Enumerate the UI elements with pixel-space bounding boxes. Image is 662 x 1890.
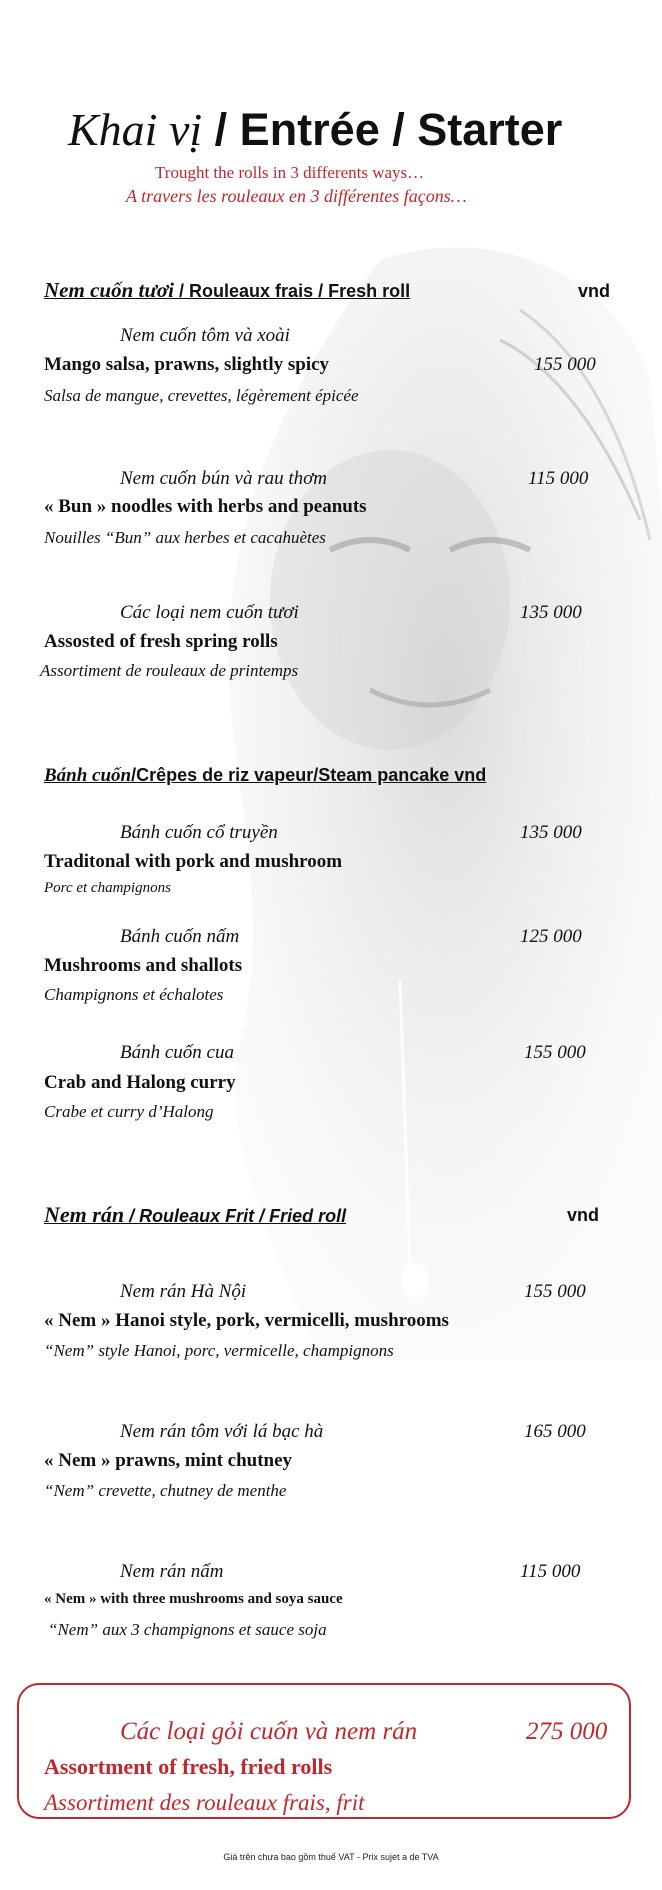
item-en-name: Crab and Halong curry — [44, 1072, 236, 1093]
item-vn-name: Nem rán tôm với lá bạc hà — [120, 1421, 324, 1442]
title-rest: / Entrée / Starter — [202, 104, 563, 155]
item-price: 155 000 — [534, 354, 596, 375]
section-heading-steam-pancake — [44, 765, 486, 787]
item-en-name: Traditonal with pork and mushroom — [44, 851, 343, 872]
section-heading-fried-roll — [44, 1202, 346, 1228]
assortment-fr-name: Assortiment des rouleaux frais, frit — [44, 1790, 365, 1815]
item-fr-name: Crabe et curry d’Halong — [44, 1102, 214, 1121]
item-en-name: « Nem » with three mushrooms and soya sauce — [44, 1591, 343, 1607]
item-fr-name: “Nem” aux 3 champignons et sauce soja — [48, 1620, 327, 1639]
item-en-name: Assosted of fresh spring rolls — [44, 631, 278, 652]
item-price: 125 000 — [520, 926, 582, 947]
assortment-en-name: Assortment of fresh, fried rolls — [44, 1754, 333, 1779]
item-vn-name: Bánh cuốn cua — [120, 1042, 234, 1063]
section-unit: vnd — [567, 1205, 600, 1225]
item-en-name: Mango salsa, prawns, slightly spicy — [44, 354, 330, 375]
section-heading-rest: / Rouleaux Frit / Fried roll — [124, 1206, 347, 1226]
item-en-name: « Nem » Hanoi style, pork, vermicelli, mushrooms — [44, 1310, 449, 1331]
section-heading-rest: /Crêpes de riz vapeur/Steam pancake — [131, 765, 450, 785]
item-fr-name: Nouilles “Bun” aux herbes et cacahuètes — [44, 528, 326, 547]
section-heading-vn: Nem cuốn tươi — [44, 278, 175, 302]
section-heading-vn: Nem rán — [44, 1202, 125, 1227]
title-vn: Khai vị — [68, 104, 203, 155]
item-fr-name: Assortiment de rouleaux de printemps — [40, 661, 299, 680]
section-heading-vn: Bánh cuốn — [44, 765, 132, 786]
item-vn-name: Các loại nem cuốn tươi — [120, 602, 299, 623]
item-en-name: « Bun » noodles with herbs and peanuts — [44, 496, 367, 517]
section-unit: vnd — [578, 281, 611, 301]
item-vn-name: Nem cuốn bún và rau thơm — [120, 468, 327, 489]
item-fr-name: Porc et champignons — [44, 880, 171, 896]
assortment-price: 275 000 — [526, 1718, 608, 1745]
item-fr-name: “Nem” style Hanoi, porc, vermicelle, champignons — [44, 1341, 394, 1360]
item-fr-name: Champignons et échalotes — [44, 985, 224, 1004]
item-vn-name: Nem rán Hà Nội — [120, 1281, 247, 1302]
item-price: 115 000 — [520, 1561, 581, 1582]
item-fr-name: Salsa de mangue, crevettes, légèrement épicée — [44, 386, 359, 405]
section-heading-rest: / Rouleaux frais / Fresh roll — [174, 281, 411, 301]
item-vn-name: Bánh cuốn nấm — [120, 926, 240, 947]
item-price: 155 000 — [524, 1281, 586, 1302]
item-vn-name: Nem rán nấm — [120, 1561, 224, 1582]
item-vn-name: Bánh cuốn cổ truyền — [120, 822, 278, 843]
item-price: 135 000 — [520, 822, 582, 843]
section-unit: vnd — [454, 765, 487, 785]
subtitle-fr: A travers les rouleaux en 3 différentes façons… — [126, 186, 467, 206]
section-heading-fresh-roll — [44, 278, 410, 303]
item-price: 155 000 — [524, 1042, 586, 1063]
item-price: 135 000 — [520, 602, 582, 623]
item-en-name: « Nem » prawns, mint chutney — [44, 1450, 293, 1471]
assortment-vn-name: Các loại gỏi cuốn và nem rán — [120, 1718, 418, 1745]
item-en-name: Mushrooms and shallots — [44, 955, 243, 976]
item-price: 165 000 — [524, 1421, 586, 1442]
subtitle-en: Trought the rolls in 3 differents ways… — [155, 163, 425, 182]
item-vn-name: Nem cuốn tôm và xoài — [120, 325, 290, 346]
footer-vat-note: Giá trên chưa bao gồm thuế VAT - Prix sujet a de TVA — [223, 1852, 439, 1862]
page-title — [68, 102, 562, 158]
item-fr-name: “Nem” crevette, chutney de menthe — [44, 1481, 287, 1500]
item-price: 115 000 — [528, 468, 589, 489]
